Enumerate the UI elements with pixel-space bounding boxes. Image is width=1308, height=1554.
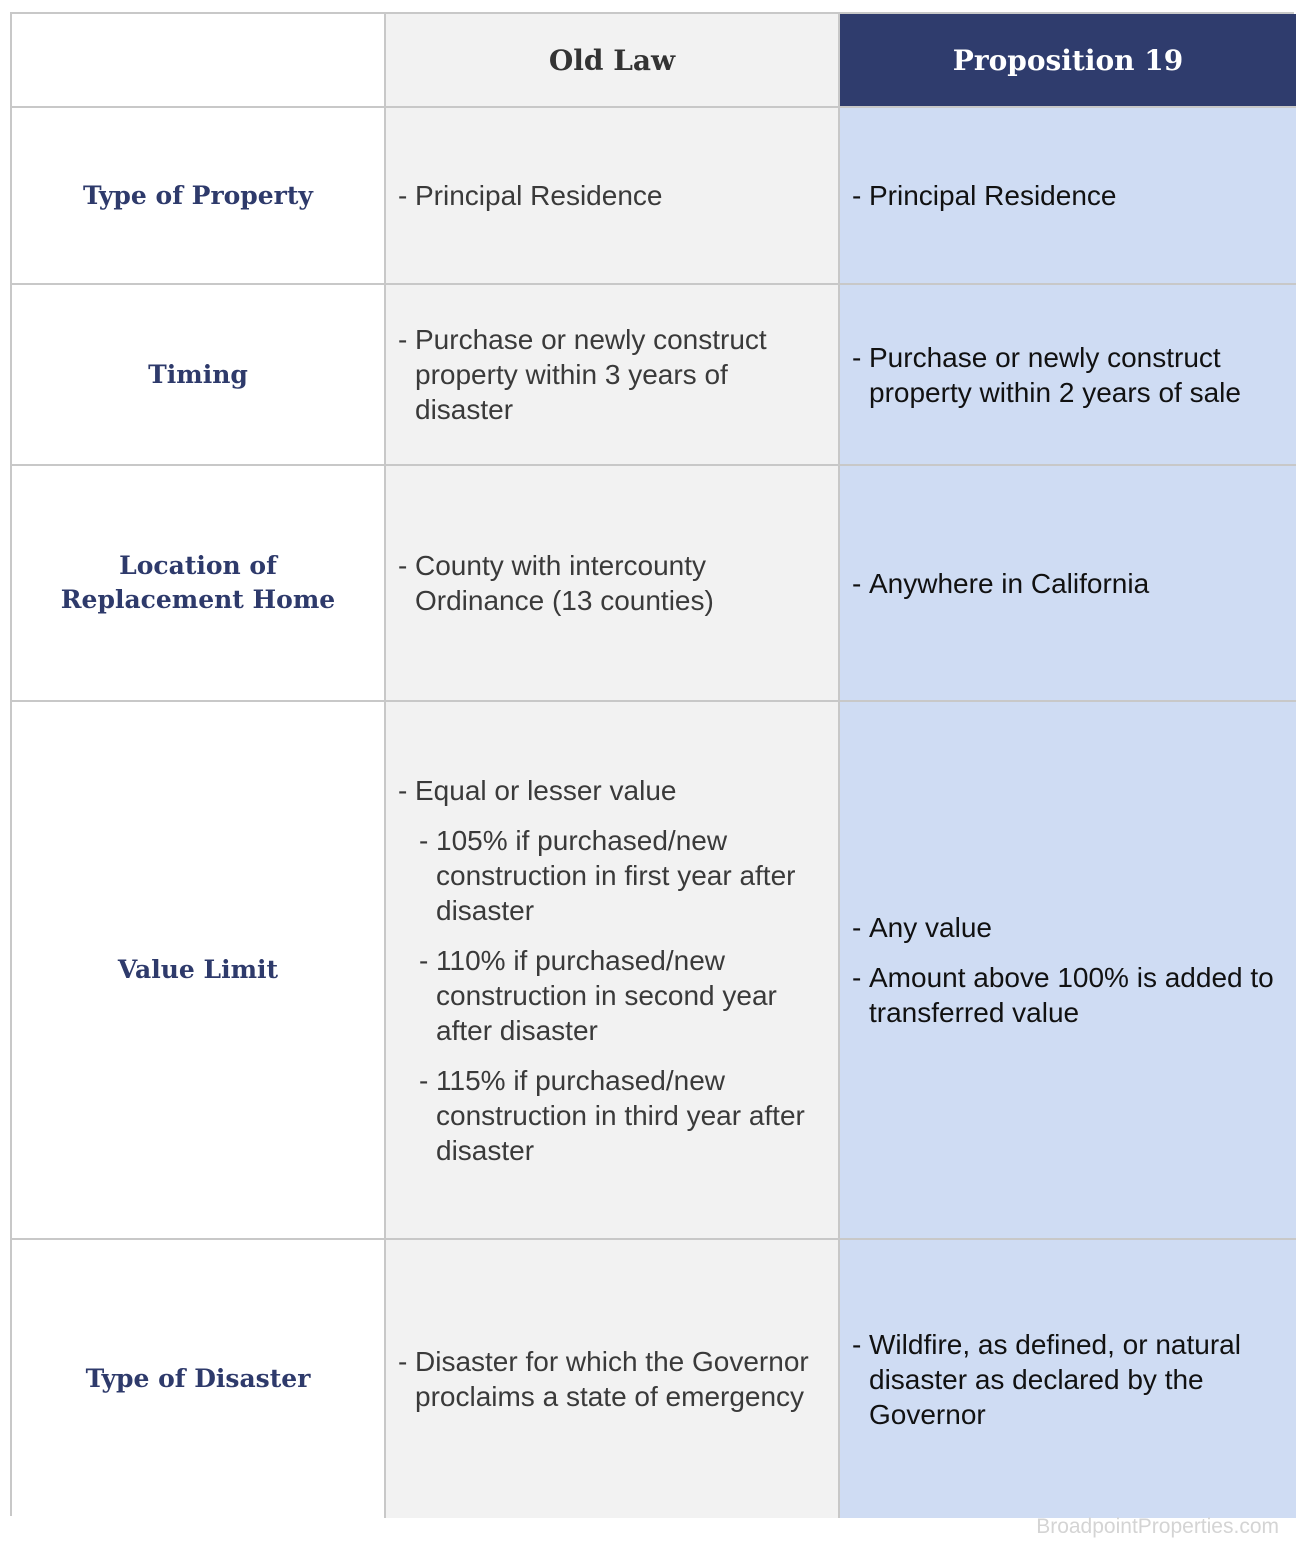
bullet-dash: - xyxy=(419,944,429,976)
bullet-dash: - xyxy=(398,324,408,355)
proposition-cell xyxy=(840,108,1296,285)
row-label-location xyxy=(12,466,386,702)
bullet-dash: - xyxy=(398,774,408,806)
row-label-text: Type of Disaster xyxy=(85,1364,311,1393)
header-empty-cell xyxy=(12,14,386,108)
row-label-type-of-disaster xyxy=(12,1240,386,1518)
proposition-cell xyxy=(840,285,1296,466)
bullet-text: Principal Residence xyxy=(415,180,663,211)
proposition-cell xyxy=(840,702,1296,1240)
bullet-dash: - xyxy=(852,962,862,993)
row-label-text: Type of Property xyxy=(83,180,313,210)
bullet-text: Equal or lesser value xyxy=(415,774,677,806)
bullet-text: Purchase or newly construct property within 3 years of disaster xyxy=(415,324,767,425)
bullet-dash: - xyxy=(398,1346,408,1377)
proposition-cell xyxy=(840,466,1296,702)
bullet-text: Disaster for which the Governor proclaims a state of emergency xyxy=(415,1346,809,1412)
header-proposition-label: Proposition 19 xyxy=(952,43,1184,77)
bullet-item xyxy=(398,178,828,213)
old-law-cell xyxy=(386,466,840,702)
bullet-item xyxy=(852,178,1282,213)
bullet-dash: - xyxy=(852,567,862,599)
bullet-item xyxy=(398,548,828,618)
watermark: BroadpointProperties.com xyxy=(1036,1515,1279,1538)
bullet-text: Anywhere in California xyxy=(869,567,1150,599)
bullet-item xyxy=(852,960,1282,1030)
bullet-text: Wildfire, as defined, or natural disaster as declared by the Governor xyxy=(869,1328,1241,1430)
bullet-dash: - xyxy=(852,180,862,211)
row-label-type-of-property xyxy=(12,108,386,285)
bullet-item xyxy=(852,566,1282,601)
sub-bullet-item xyxy=(398,1063,828,1168)
bullet-dash: - xyxy=(852,341,862,373)
bullet-text: 115% if purchased/new construction in third year after disaster xyxy=(436,1064,805,1166)
bullet-dash: - xyxy=(398,550,408,581)
old-law-cell xyxy=(386,1240,840,1518)
row-label-timing xyxy=(12,285,386,466)
bullet-dash: - xyxy=(419,824,429,856)
header-old-law-label: Old Law xyxy=(548,43,676,77)
old-law-cell xyxy=(386,108,840,285)
bullet-text: 105% if purchased/new construction in first year after disaster xyxy=(436,824,796,926)
row-label-value-limit xyxy=(12,702,386,1240)
row-label-text: Timing xyxy=(148,359,248,389)
bullet-item xyxy=(398,1344,828,1414)
bullet-text: Any value xyxy=(869,912,992,943)
sub-bullet-item xyxy=(398,823,828,928)
bullet-text: County with intercounty Ordinance (13 counties) xyxy=(415,550,714,616)
row-label-text: Location of Replacement Home xyxy=(60,551,336,614)
bullet-item xyxy=(852,1327,1282,1432)
proposition-cell xyxy=(840,1240,1296,1518)
bullet-item xyxy=(398,322,828,427)
bullet-item xyxy=(852,910,1282,945)
bullet-text: 110% if purchased/new construction in second year after disaster xyxy=(436,944,777,1046)
bullet-item xyxy=(398,773,828,808)
bullet-item xyxy=(852,340,1282,410)
header-proposition-19 xyxy=(840,14,1296,108)
sub-bullet-item xyxy=(398,943,828,1048)
bullet-dash: - xyxy=(852,1328,862,1360)
bullet-text: Principal Residence xyxy=(869,180,1117,211)
bullet-dash: - xyxy=(419,1064,429,1096)
old-law-cell xyxy=(386,285,840,466)
bullet-text: Purchase or newly construct property within 2 years of sale xyxy=(869,341,1241,408)
bullet-dash: - xyxy=(852,912,862,943)
bullet-text: Amount above 100% is added to transferred value xyxy=(869,962,1274,1028)
header-old-law xyxy=(386,14,840,108)
row-label-text: Value Limit xyxy=(117,955,279,984)
old-law-cell xyxy=(386,702,840,1240)
comparison-table xyxy=(10,12,1294,1516)
bullet-dash: - xyxy=(398,180,408,211)
